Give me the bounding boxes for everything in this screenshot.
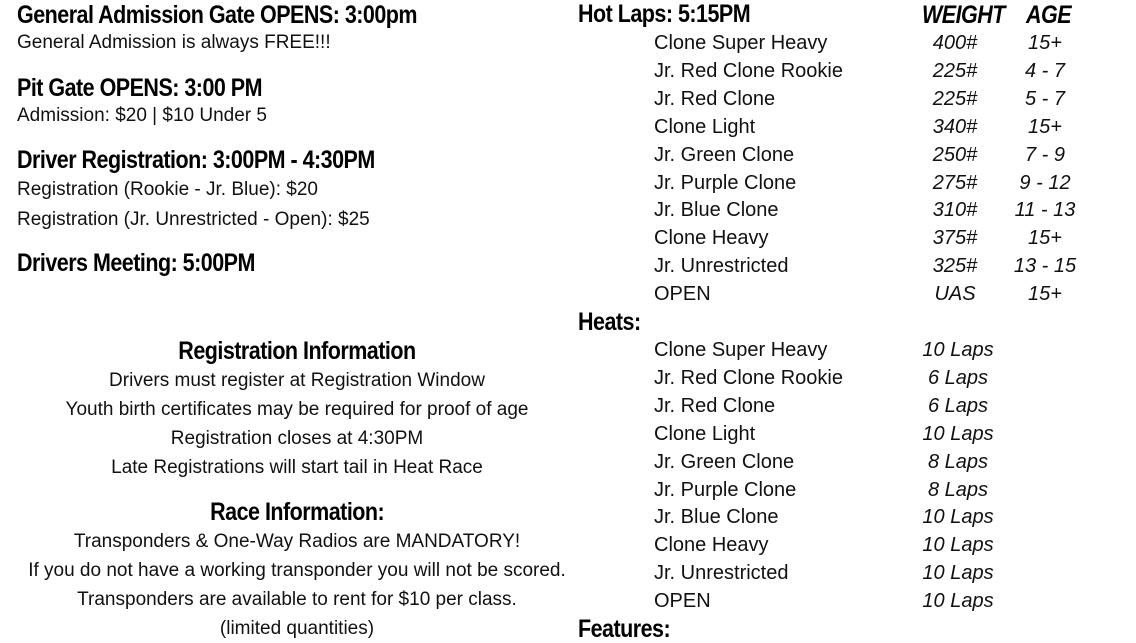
heat-row [0, 336, 1136, 364]
registration-fee-rookie: Registration (Rookie - Jr. Blue): $20 [17, 179, 318, 200]
hot-laps-row [0, 169, 1136, 197]
class-age: 15+ [1028, 283, 1062, 306]
class-laps: 10 Laps [922, 590, 994, 613]
class-name: Jr. Purple Clone [654, 171, 797, 194]
class-laps: 6 Laps [927, 394, 989, 417]
features-heading: Features: [578, 615, 671, 643]
class-weight: 400# [932, 32, 978, 54]
class-name: Clone Super Heavy [654, 339, 828, 361]
class-name: Jr. Red Clone [654, 87, 776, 110]
class-age: 9 - 12 [1019, 171, 1071, 194]
registration-info-heading: Registration Information [178, 337, 416, 365]
class-name: Jr. Red Clone Rookie [654, 59, 843, 82]
class-age: 5 - 7 [1024, 87, 1066, 110]
drivers-meeting-heading: Drivers Meeting: 5:00PM [17, 249, 255, 277]
class-weight: 325# [932, 255, 978, 278]
hot-laps-row [0, 141, 1136, 169]
class-age: 15+ [1028, 115, 1062, 138]
class-name: Clone Heavy [654, 534, 769, 557]
heat-row [0, 476, 1136, 504]
class-laps: 8 Laps [927, 478, 989, 501]
registration-info-line: Youth birth certificates may be required for proof of age [65, 399, 529, 420]
registration-fee-open: Registration (Jr. Unrestricted - Open): $25 [17, 209, 370, 230]
class-name: Jr. Green Clone [654, 143, 795, 166]
hot-laps-row [0, 113, 1136, 141]
heat-row [0, 448, 1136, 476]
class-weight: UAS [934, 283, 976, 306]
class-weight: 250# [932, 143, 978, 166]
hot-laps-row [0, 252, 1136, 280]
age-column-header: AGE [1026, 1, 1072, 29]
weight-column-header: WEIGHT [922, 1, 1005, 29]
class-name: Clone Light [654, 115, 756, 138]
heats-heading: Heats: [578, 308, 641, 336]
hot-laps-row [0, 29, 1136, 57]
registration-info-line: Registration closes at 4:30PM [170, 428, 424, 449]
class-name: OPEN [654, 283, 711, 306]
class-name: Jr. Green Clone [654, 450, 795, 473]
race-info-line: (limited quantities) [219, 618, 375, 639]
class-laps: 10 Laps [922, 422, 994, 445]
class-weight: 225# [932, 87, 978, 110]
class-name: Jr. Purple Clone [654, 478, 797, 501]
class-weight: 225# [932, 59, 978, 82]
race-info-line: Transponders are available to rent for $10 per class. [77, 589, 517, 610]
class-name: Clone Super Heavy [654, 32, 828, 54]
class-laps: 6 Laps [927, 366, 989, 389]
class-laps: 10 Laps [922, 534, 994, 557]
pit-gate-admission: Admission: $20 | $10 Under 5 [17, 105, 267, 126]
class-age: 11 - 13 [1014, 199, 1076, 222]
class-age: 7 - 9 [1024, 143, 1066, 166]
class-laps: 8 Laps [927, 450, 989, 473]
registration-info-line: Late Registrations will start tail in Heat Race [111, 457, 483, 478]
hot-laps-row [0, 85, 1136, 113]
race-info-line: If you do not have a working transponder you will not be scored. [28, 560, 566, 581]
heat-row [0, 364, 1136, 392]
class-weight: 275# [932, 171, 978, 194]
class-age: 15+ [1028, 227, 1062, 250]
class-name: OPEN [654, 590, 711, 613]
class-weight: 375# [932, 227, 978, 250]
hot-laps-heading: Hot Laps: 5:15PM [578, 0, 751, 28]
general-gate-heading: General Admission Gate OPENS: 3:00pm [17, 1, 418, 29]
class-name: Jr. Unrestricted [654, 255, 789, 278]
class-name: Clone Heavy [654, 227, 769, 250]
hot-laps-row [0, 196, 1136, 224]
hot-laps-row [0, 57, 1136, 85]
class-age: 4 - 7 [1024, 59, 1066, 82]
heat-row [0, 587, 1136, 615]
heat-row [0, 503, 1136, 531]
general-gate-note: General Admission is always FREE!!! [17, 32, 331, 53]
heat-row [0, 559, 1136, 587]
class-name: Jr. Blue Clone [654, 506, 779, 529]
class-weight: 310# [932, 199, 978, 222]
heat-row [0, 420, 1136, 448]
class-laps: 10 Laps [922, 339, 994, 361]
class-name: Clone Light [654, 422, 756, 445]
class-age: 13 - 15 [1013, 255, 1077, 278]
race-info-line: Transponders & One-Way Radios are MANDATORY! [73, 531, 521, 552]
heat-row [0, 531, 1136, 559]
hot-laps-row [0, 280, 1136, 308]
class-name: Jr. Unrestricted [654, 562, 789, 585]
class-age: 15+ [1028, 32, 1062, 54]
class-laps: 10 Laps [922, 506, 994, 529]
hot-laps-row [0, 224, 1136, 252]
class-name: Jr. Red Clone [654, 394, 776, 417]
driver-registration-heading: Driver Registration: 3:00PM - 4:30PM [17, 146, 375, 174]
registration-info-line: Drivers must register at Registration Window [109, 370, 485, 391]
class-weight: 340# [932, 115, 978, 138]
class-laps: 10 Laps [922, 562, 994, 585]
heat-row [0, 392, 1136, 420]
race-info-heading: Race Information: [209, 498, 384, 526]
class-name: Jr. Red Clone Rookie [654, 366, 843, 389]
class-name: Jr. Blue Clone [654, 199, 779, 222]
pit-gate-heading: Pit Gate OPENS: 3:00 PM [17, 74, 263, 102]
